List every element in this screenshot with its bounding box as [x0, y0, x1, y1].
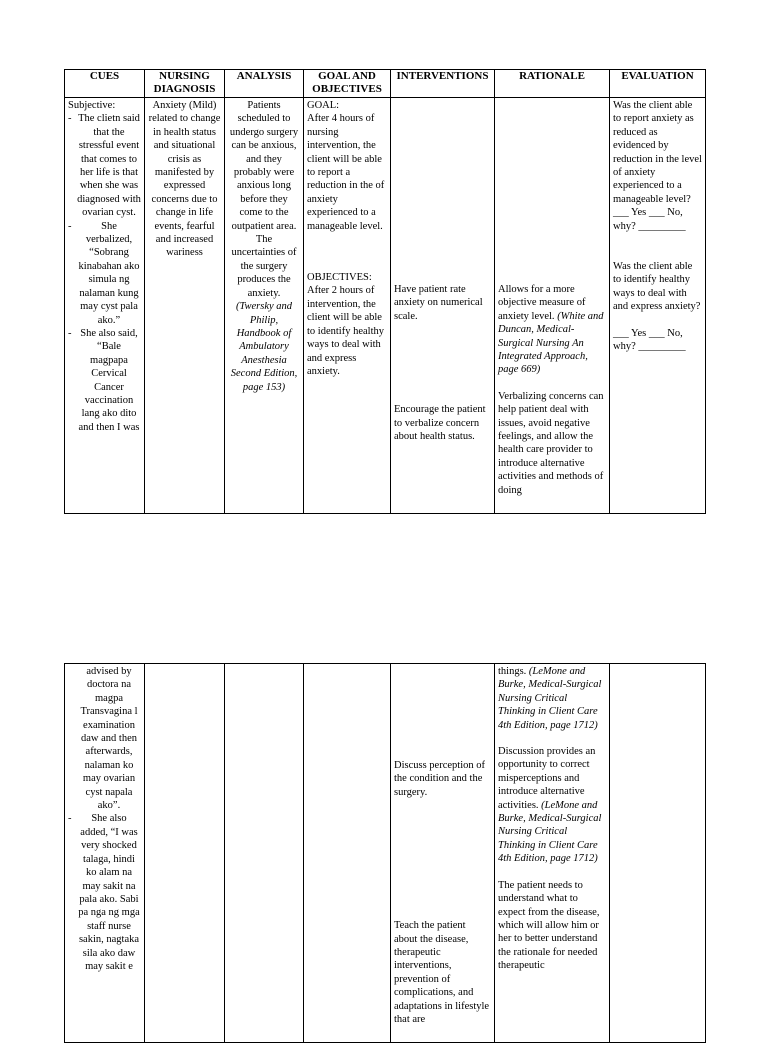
- cues-list: [68, 112, 141, 434]
- diagnosis-text: Anxiety (Mild) related to change in health status and situational crisis as manifested by expressed concerns due to change in life events, fearful and increased wariness: [148, 100, 221, 259]
- intervention-item: Teach the patient about the disease, therapeutic interventions, prevention of complications, and adaptations in lifestyle that are: [394, 920, 490, 1026]
- objectives-text: After 2 hours of intervention, the client will be able to identify healthy ways to deal with and express anxiety.: [307, 285, 384, 377]
- diagnosis-cell: [145, 664, 225, 1043]
- intervention-item: Discuss perception of the condition and the surgery.: [394, 760, 485, 798]
- analysis-cell: [225, 98, 304, 514]
- rationale-text: things.: [498, 666, 527, 677]
- evaluation-answer: ___ Yes ___ No, why? _________: [613, 327, 686, 353]
- list-item: [68, 327, 141, 434]
- rationale-citation: (LeMone and Burke, Medical-Surgical Nursing Critical Thinking in Client Care 4th Edition, page 1712): [498, 799, 602, 865]
- evaluation-question: Was the client able to identify healthy ways to deal with and express anxiety?: [613, 261, 701, 313]
- goal-text: After 4 hours of nursing intervention, the client will be able to report a reduction in the of anxiety experienced to a manageable level.: [307, 113, 385, 232]
- header-interventions: INTERVENTIONS: [391, 70, 495, 98]
- objectives-label: OBJECTIVES:: [307, 272, 372, 284]
- header-cues: CUES: [65, 70, 145, 98]
- evaluation-cell: [610, 664, 706, 1043]
- header-evaluation: EVALUATION: [610, 70, 706, 98]
- intervention-item: Have patient rate anxiety on numerical scale.: [394, 284, 483, 322]
- care-plan-table-page-2: [64, 663, 706, 1043]
- cues-cell: [65, 98, 145, 514]
- cue-text: - She also said, “Bale magpapa Cervical Cancer vaccination lang ako dito and then I was: [78, 327, 140, 433]
- header-row: [65, 70, 706, 98]
- header-nursing-diagnosis: NURSING DIAGNOSIS: [145, 70, 225, 98]
- rationale-text: Allows for a more objective measure of anxiety level.: [498, 284, 586, 322]
- header-rationale: RATIONALE: [495, 70, 610, 98]
- cue-text: - The clietn said that the stressful event that comes to her life is that when she was diagnosed with ovarian cyst.: [77, 113, 141, 219]
- table-row: [65, 664, 706, 1043]
- analysis-citation: (Twersky and Philip, Handbook of Ambulatory Anesthesia Second Edition, page 153): [230, 301, 298, 393]
- rationale-item: [498, 665, 606, 732]
- rationale-item: The patient needs to understand what to expect from the disease, which will allow him or her to better understand the rationale for needed therapeutic: [498, 879, 600, 972]
- goal-objectives-cell: [304, 98, 391, 514]
- care-plan-table-page-1: [64, 69, 706, 514]
- list-item: [68, 112, 141, 219]
- header-goal-objectives: GOAL AND OBJECTIVES: [304, 70, 391, 98]
- evaluation-answer: ___ Yes ___ No, why? _________: [613, 207, 686, 232]
- interventions-cell: [391, 664, 495, 1043]
- intervention-item: Encourage the patient to verbalize concern about health status.: [394, 404, 486, 443]
- evaluation-cell: [610, 98, 706, 514]
- goal-label: GOAL:: [307, 100, 340, 111]
- list-item: [68, 220, 141, 327]
- interventions-cell: [391, 98, 495, 514]
- cues-cell: [65, 664, 145, 1043]
- analysis-cell: [225, 664, 304, 1043]
- rationale-text: Discussion provides an opportunity to correct misperceptions and introduce alternative activities.: [498, 746, 596, 811]
- header-analysis: ANALYSIS: [225, 70, 304, 98]
- list-item: [68, 665, 141, 812]
- rationale-item: Verbalizing concerns can help patient deal with issues, avoid negative feelings, and allow the health care provider to introduce alternative activities and methods of doing: [498, 390, 604, 496]
- cue-text: - She verbalized, “Sobrang kinabahan ako simula ng nalaman kung may cyst pala ako.”: [78, 220, 140, 326]
- rationale-item: [498, 745, 606, 866]
- diagnosis-cell: [145, 98, 225, 514]
- rationale-cell: [495, 98, 610, 514]
- cue-text: - She also added, “I was very shocked talaga, hindi ko alam na may sakit na pala ako. Sabi pa nga ng mga staff nurse sakin, nagtaka sila ako daw may sakit e: [78, 813, 140, 972]
- rationale-citation: (White and Duncan, Medical-Surgical Nursing An Integrated Approach, page 669): [498, 310, 604, 376]
- evaluation-question: Was the client able to report anxiety as reduced as evidenced by reduction in the level of anxiety experienced to a manageable level?: [613, 100, 702, 205]
- rationale-item: [498, 283, 606, 377]
- analysis-text: Patients scheduled to undergo surgery can be anxious, and they probably were anxious long before they come to the outpatient area. The uncertainties of the surgery produces the anxiety.: [229, 100, 299, 299]
- cue-text: advised by doctora na magpa Transvagina l examination daw and then afterwards, nalaman ko may ovarian cyst napala ako”.: [80, 666, 138, 812]
- table-row: [65, 98, 706, 514]
- cues-heading: Subjective:: [68, 100, 116, 111]
- rationale-citation: (LeMone and Burke, Medical-Surgical Nursing Critical Thinking in Client Care 4th Edition, page 1712): [498, 666, 602, 731]
- goal-objectives-cell: [304, 664, 391, 1043]
- rationale-cell: [495, 664, 610, 1043]
- cues-list: [68, 665, 141, 973]
- list-item: [68, 812, 141, 973]
